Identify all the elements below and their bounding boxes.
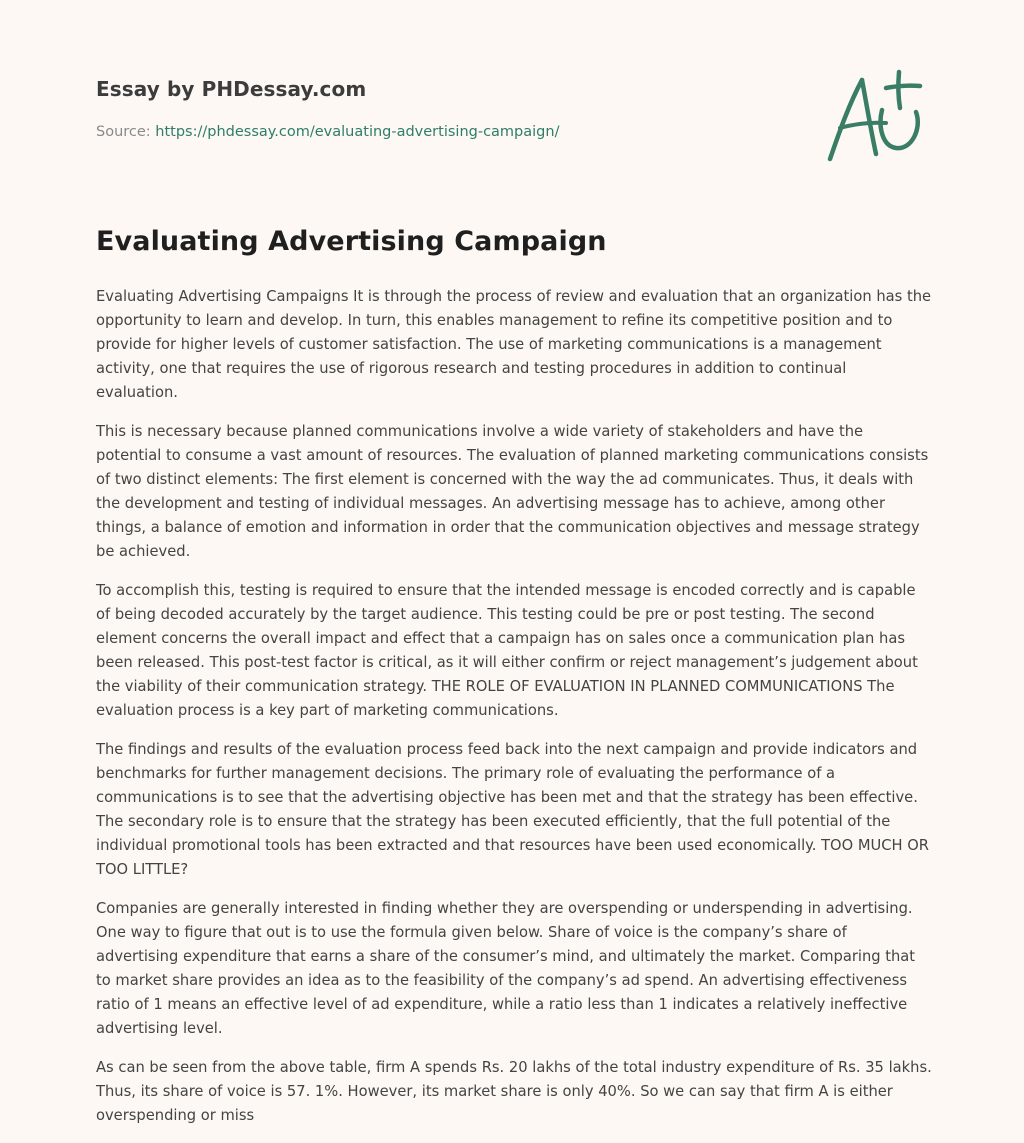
essay-title: Evaluating Advertising Campaign xyxy=(96,226,607,257)
paragraph: This is necessary because planned communications involve a wide variety of stakeholders and have the potential to consume a vast amount of resources. The evaluation of planned marketing communications consists of two distinct elements: The first element is concerned with the way the ad communicates. Thus, it deals with the development and testing of individual messages. An advertising message has to achieve, among other things, a balance of emotion and information in order that the communication objectives and message strategy be achieved. xyxy=(96,423,929,560)
source-label: Source: xyxy=(96,124,151,140)
site-title: Essay by PHDessay.com xyxy=(96,77,367,101)
paragraph: Evaluating Advertising Campaigns It is through the process of review and evaluation that an organization has the opportunity to learn and develop. In turn, this enables management to refine its competitive position and to provide for higher levels of customer satisfaction. The use of marketing communications is a management activity, one that requires the use of rigorous research and testing procedures in addition to continual evaluation. xyxy=(96,288,932,401)
essay-body xyxy=(96,285,932,1143)
paragraph: As can be seen from the above table, firm A spends Rs. 20 lakhs of the total industry expenditure of Rs. 35 lakhs. Thus, its share of voice is 57. 1%. However, its market share is only 40%. So we can say that firm A is either overspending or miss xyxy=(96,1059,932,1124)
paragraph: Companies are generally interested in finding whether they are overspending or underspending in advertising. One way to figure that out is to use the formula given below. Share of voice is the company’s share of advertising expenditure that earns a share of the consumer’s mind, and ultimately the market. Comparing that to market share provides an idea as to the feasibility of the company’s ad spend. An advertising effectiveness ratio of 1 means an effective level of ad expenditure, while a ratio less than 1 indicates a relatively ineffective advertising level. xyxy=(96,900,916,1037)
source-line xyxy=(96,124,559,140)
paragraph: To accomplish this, testing is required to ensure that the intended message is encoded correctly and is capable of being decoded accurately by the target audience. This testing could be pre or post testing. The second element concerns the overall impact and effect that a campaign has on sales once a communication plan has been released. This post-test factor is critical, as it will either confirm or reject management’s judgement about the viability of their communication strategy. THE ROLE OF EVALUATION IN PLANNED COMMUNICATIONS The evaluation process is a key part of marketing communications. xyxy=(96,582,918,719)
paragraph: The findings and results of the evaluation process feed back into the next campaign and provide indicators and benchmarks for further management decisions. The primary role of evaluating the performance of a communications is to see that the advertising objective has been met and that the strategy has been effective. The secondary role is to ensure that the strategy has been executed efficiently, that the full potential of the individual promotional tools has been extracted and that resources have been used economically. TOO MUCH OR TOO LITTLE? xyxy=(96,741,929,878)
source-link[interactable]: https://phdessay.com/evaluating-advertising-campaign/ xyxy=(155,124,560,140)
a-plus-logo-icon xyxy=(820,66,930,166)
